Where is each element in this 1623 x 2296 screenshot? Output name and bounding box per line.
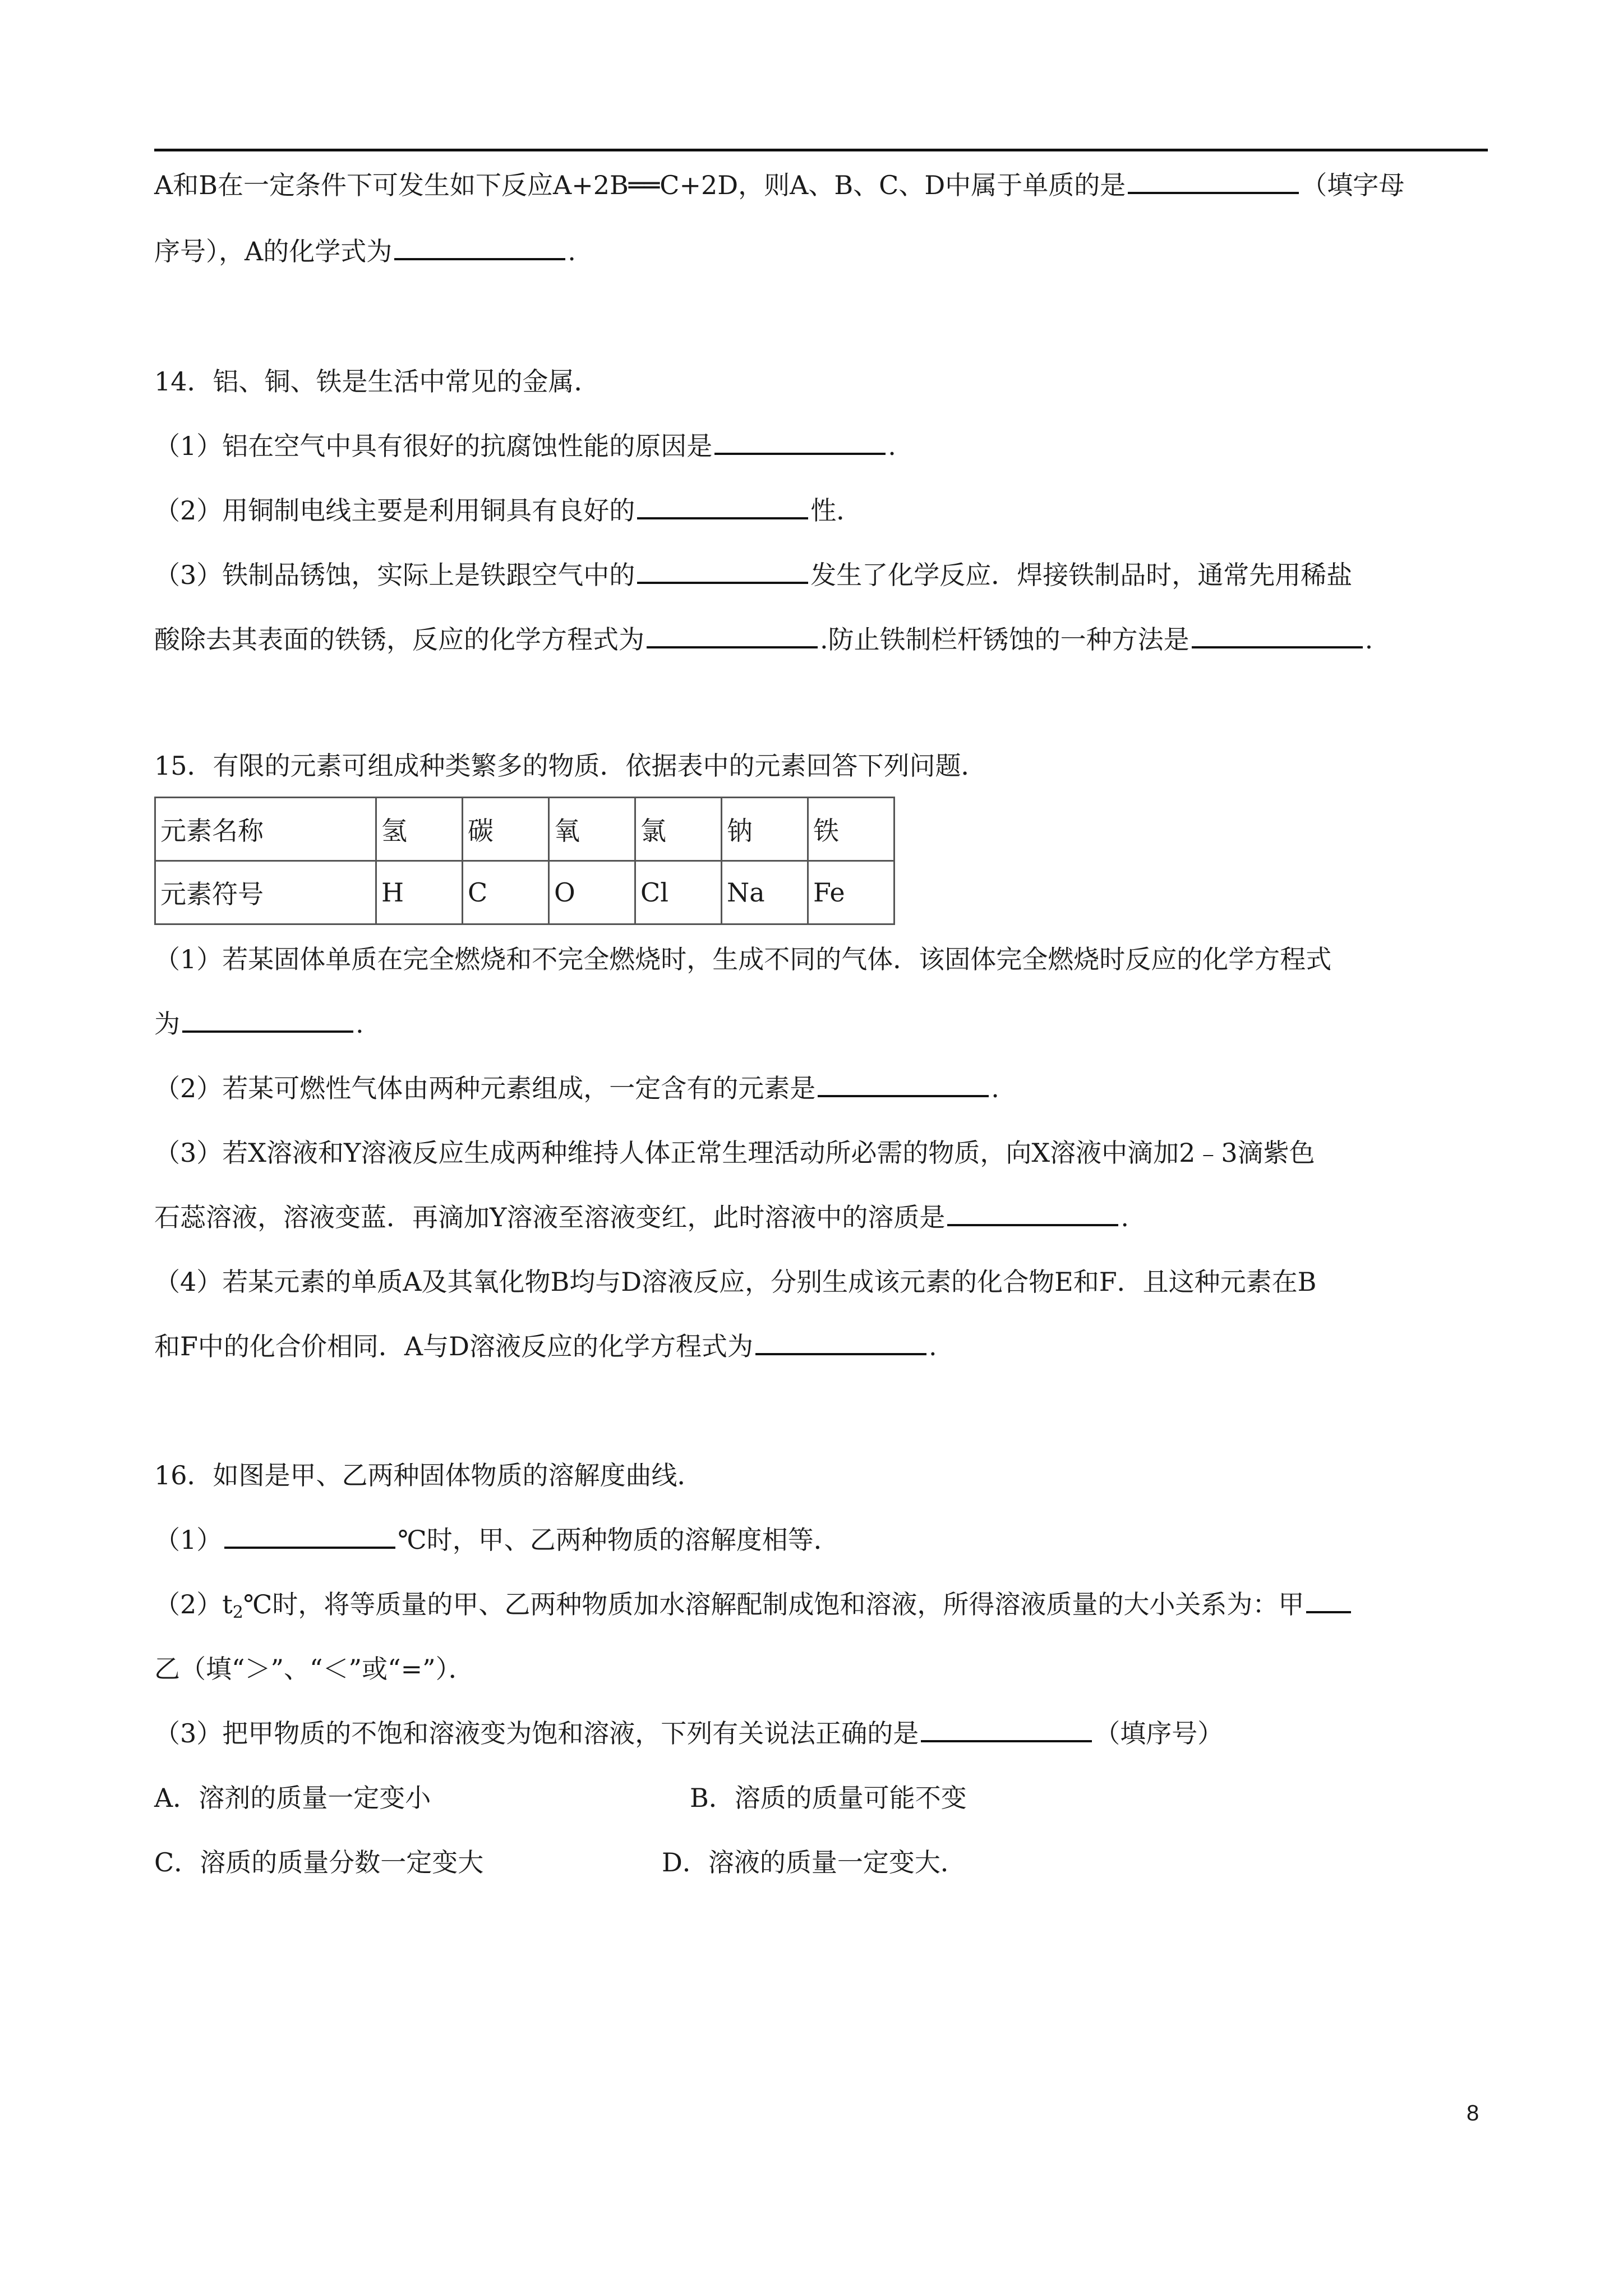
- subscript: 2: [232, 1603, 243, 1622]
- q13-line2: [154, 234, 576, 268]
- q13-text: （填字母: [1301, 170, 1405, 200]
- q16-text: ℃时，将等质量的甲、乙两种物质加水溶解配制成饱和溶液，所得溶液质量的大小关系为：甲: [243, 1589, 1304, 1619]
- q14-text: 发生了化学反应．焊接铁制品时，通常先用稀盐: [810, 560, 1353, 590]
- q14-part1: [154, 429, 896, 463]
- table-cell: 氢: [376, 798, 463, 861]
- table-cell: Cl: [635, 861, 722, 924]
- q15-text: 石蕊溶液，溶液变蓝．再滴加Y溶液至溶液变红，此时溶液中的溶质是: [154, 1202, 946, 1232]
- answer-blank[interactable]: [818, 1073, 989, 1097]
- table-cell: 元素名称: [155, 798, 376, 861]
- table-cell: H: [376, 861, 463, 924]
- q16-part3: [154, 1717, 1223, 1750]
- q14-text: .防止铁制栏杆锈蚀的一种方法是: [820, 624, 1189, 655]
- q15-text: .: [356, 1009, 364, 1039]
- q15-stem: 15．有限的元素可组成种类繁多的物质．依据表中的元素回答下列问题．: [154, 751, 987, 781]
- q16-text: （2）t: [154, 1589, 233, 1619]
- q15-part1-line2: [154, 1007, 364, 1041]
- q16-text: （3）把甲物质的不饱和溶液变为饱和溶液，下列有关说法正确的是: [154, 1718, 919, 1749]
- q15-part4-line1: （4）若某元素的单质A及其氧化物B均与D溶液反应，分别生成该元素的化合物E和F．且这种元素在B: [154, 1267, 1317, 1297]
- q14-text: .: [1364, 624, 1373, 655]
- option-c: C．溶质的质量分数一定变大: [154, 1847, 484, 1878]
- answer-blank[interactable]: [182, 1008, 353, 1033]
- q16-part1: [154, 1523, 840, 1557]
- answer-blank[interactable]: [637, 559, 808, 584]
- q13-line1: [154, 168, 1404, 202]
- table-cell: 钠: [722, 798, 808, 861]
- q15-part3-line2: [154, 1200, 1129, 1234]
- header-rule: [154, 149, 1488, 151]
- table-cell: 氧: [549, 798, 635, 861]
- q16-text: ℃时，甲、乙两种物质的溶解度相等．: [398, 1525, 840, 1555]
- q13-text: .: [568, 236, 576, 266]
- table-cell: 碳: [463, 798, 549, 861]
- q14-text: 酸除去其表面的铁锈，反应的化学方程式为: [154, 624, 644, 655]
- answer-blank[interactable]: [637, 495, 808, 519]
- q14-text: （2）用铜制电线主要是利用铜具有良好的: [154, 495, 635, 526]
- q16-text: （1）: [154, 1525, 223, 1555]
- element-table: [154, 797, 895, 925]
- q14-text: .: [888, 431, 896, 461]
- answer-blank[interactable]: [1128, 169, 1299, 194]
- option-a: A．溶剂的质量一定变小: [154, 1783, 431, 1813]
- q15-part3-line1: （3）若X溶液和Y溶液反应生成两种维持人体正常生理活动所必需的物质，向X溶液中滴加2﹣3滴紫色: [154, 1138, 1315, 1168]
- q14-part2: [154, 494, 862, 527]
- q15-text: .: [1121, 1202, 1129, 1232]
- answer-blank[interactable]: [714, 430, 886, 455]
- table-cell: Na: [722, 861, 808, 924]
- q16-text: （填序号）: [1094, 1718, 1224, 1749]
- q15-text: 为: [154, 1009, 180, 1039]
- table-row: [155, 861, 895, 924]
- q14-text: 性．: [810, 495, 863, 526]
- table-cell: Fe: [808, 861, 895, 924]
- answer-blank[interactable]: [921, 1718, 1092, 1742]
- q14-part3-line1: [154, 558, 1352, 592]
- table-cell: 氯: [635, 798, 722, 861]
- answer-blank[interactable]: [224, 1524, 395, 1549]
- answer-blank[interactable]: [394, 236, 565, 260]
- table-cell: 元素符号: [155, 861, 376, 924]
- answer-blank[interactable]: [1192, 624, 1363, 648]
- q16-part2-line1: [154, 1588, 1353, 1630]
- q15-text: 和F中的化合价相同．A与D溶液反应的化学方程式为: [154, 1331, 754, 1361]
- q14-part3-line2: [154, 623, 1373, 656]
- option-b: B．溶质的质量可能不变: [690, 1783, 967, 1813]
- q16-stem: 16．如图是甲、乙两种固体物质的溶解度曲线．: [154, 1460, 703, 1490]
- q15-part2: [154, 1071, 999, 1105]
- q15-part4-line2: [154, 1329, 937, 1363]
- q15-text: .: [991, 1073, 999, 1103]
- page-number: 8: [1467, 2101, 1479, 2125]
- q14-stem: 14．铝、铜、铁是生活中常见的金属．: [154, 366, 600, 397]
- q15-text: （2）若某可燃性气体由两种元素组成，一定含有的元素是: [154, 1073, 816, 1103]
- answer-blank[interactable]: [755, 1331, 926, 1355]
- q13-text: 序号），A的化学式为: [154, 236, 393, 266]
- q14-text: （1）铝在空气中具有很好的抗腐蚀性能的原因是: [154, 431, 713, 461]
- q13-text: A和B在一定条件下可发生如下反应A+2B══C+2D，则A、B、C、D中属于单质的是: [154, 170, 1126, 200]
- q15-part1-line1: （1）若某固体单质在完全燃烧和不完全燃烧时，生成不同的气体．该固体完全燃烧时反应的化学方程式: [154, 944, 1332, 974]
- q14-text: （3）铁制品锈蚀，实际上是铁跟空气中的: [154, 560, 635, 590]
- table-row: [155, 798, 895, 861]
- table-cell: O: [549, 861, 635, 924]
- option-d: D．溶液的质量一定变大．: [662, 1847, 966, 1878]
- q16-part2-line2: 乙（填“＞”、“＜”或“=”）．: [154, 1654, 474, 1684]
- table-cell: C: [463, 861, 549, 924]
- table-cell: 铁: [808, 798, 895, 861]
- answer-blank[interactable]: [1306, 1589, 1351, 1613]
- answer-blank[interactable]: [947, 1202, 1118, 1226]
- answer-blank[interactable]: [647, 624, 818, 648]
- q15-text: .: [929, 1331, 937, 1361]
